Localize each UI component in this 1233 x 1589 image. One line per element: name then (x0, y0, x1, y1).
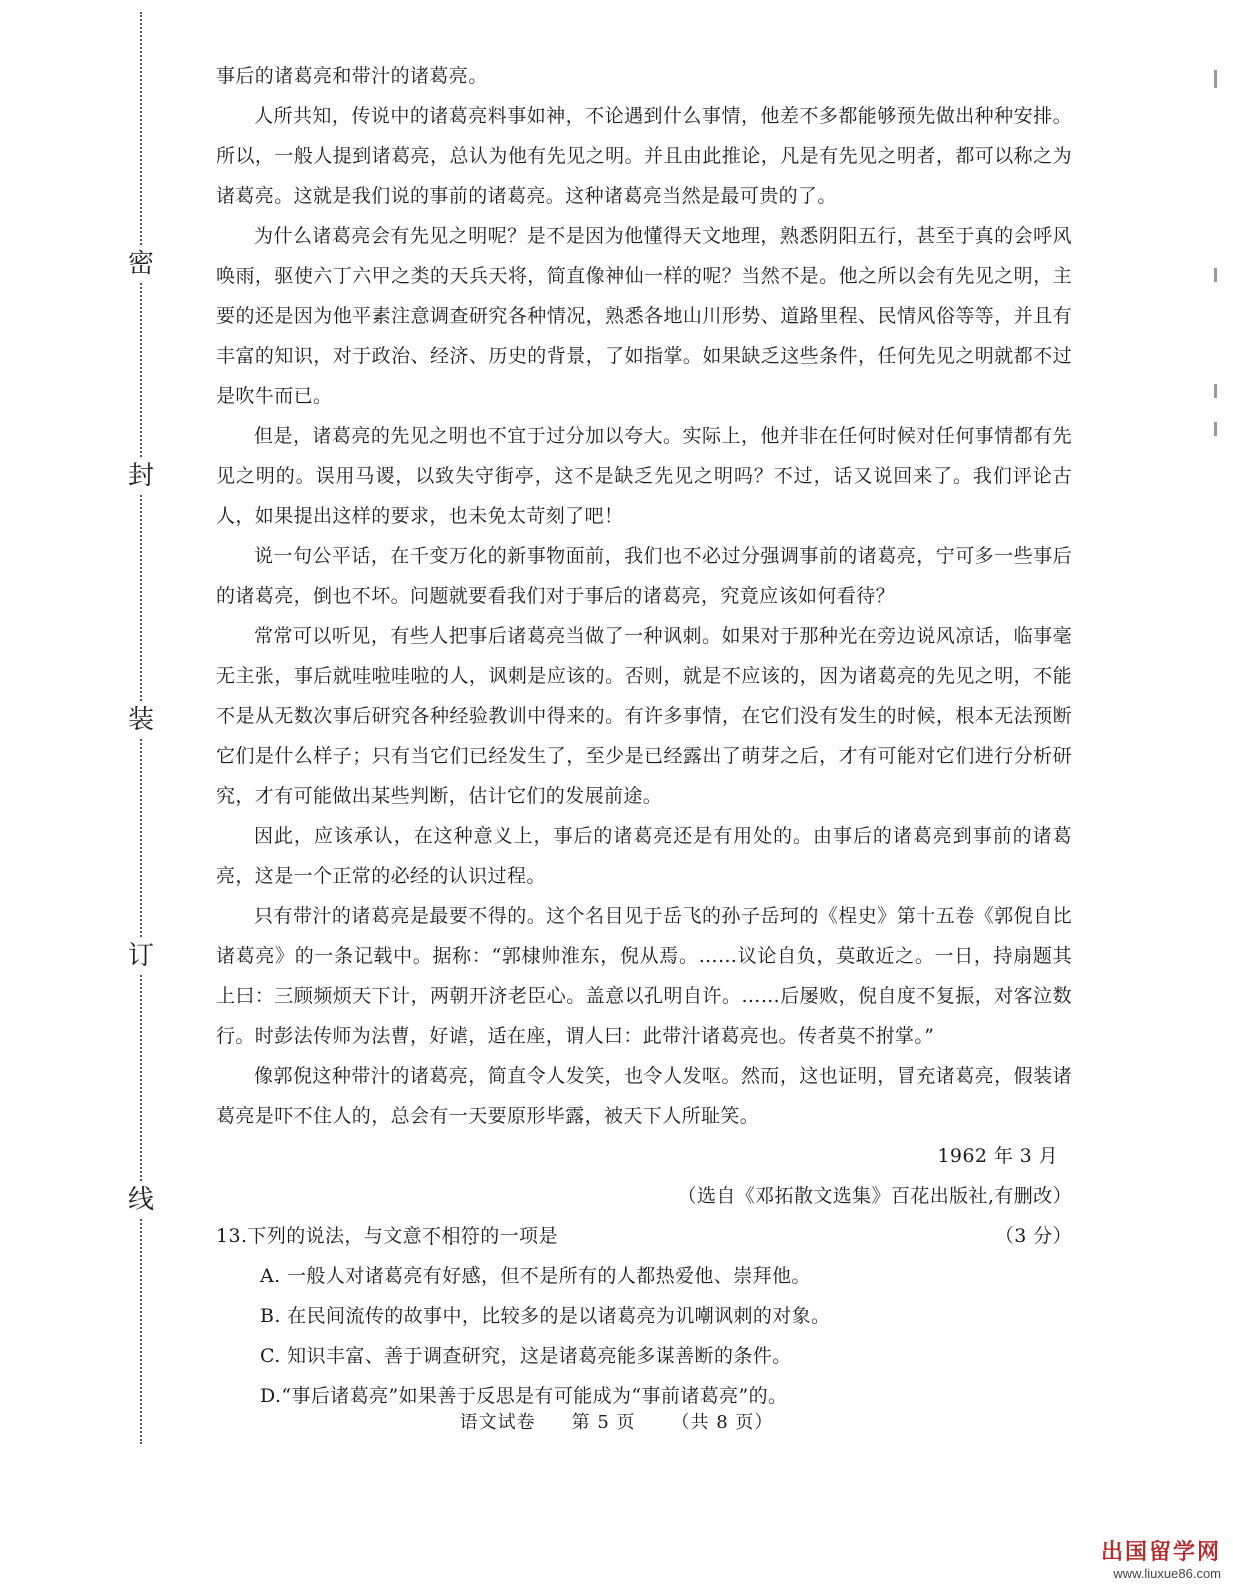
footer-total: （共 8 页） (671, 1412, 774, 1433)
passage-date: 1962 年 3 月 (937, 1145, 1058, 1167)
scan-edge-mark (1214, 384, 1217, 398)
passage-paragraph: 像郭倪这种带汁的诸葛亮，简直令人发笑，也令人发呕。然而，这也证明，冒充诸葛亮，假装诸葛亮是吓不住人的，总会有一天要原形毕露，被天下人所耻笑。 (216, 1065, 1072, 1127)
passage-source: （选自《邓拓散文选集》百花出版社,有删改） (677, 1185, 1072, 1207)
scan-edge-mark (1214, 268, 1217, 282)
binding-char-mi: 密 (123, 246, 159, 282)
question-score: （3 分） (994, 1225, 1072, 1247)
watermark-url: www.liuxue86.com (1113, 1566, 1221, 1581)
binding-char-ding: 订 (123, 938, 159, 974)
page-footer (0, 1408, 1233, 1434)
exam-content (216, 56, 1072, 1416)
footer-subject: 语文试卷 (459, 1412, 536, 1433)
passage-paragraph: 但是，诸葛亮的先见之明也不宜于过分加以夸大。实际上，他并非在任何时候对任何事情都有先见之明的。误用马谡，以致失守街亭，这不是缺乏先见之明吗？不过，话又说回来了。我们评论古人，如果提出这样的要求，也未免太苛刻了吧！ (216, 425, 1072, 527)
binding-char-zhuang: 装 (123, 702, 159, 738)
binding-char-feng: 封 (123, 458, 159, 494)
passage-paragraph: 为什么诸葛亮会有先见之明呢？是不是因为他懂得天文地理，熟悉阴阳五行，甚至于真的会呼风唤雨，驱使六丁六甲之类的天兵天将，简直像神仙一样的呢？当然不是。他之所以会有先见之明，主要的还是因为他平素注意调查研究各种情况，熟悉各地山川形势、道路里程、民情风俗等等，并且有丰富的知识，对于政治、经济、历史的背景，了如指掌。如果缺乏这些条件，任何先见之明就都不过是吹牛而已。 (216, 225, 1072, 407)
option-c: C. 知识丰富、善于调查研究，这是诸葛亮能多谋善断的条件。 (260, 1345, 792, 1367)
question-text (216, 1216, 558, 1256)
passage-paragraph: 只有带汁的诸葛亮是最要不得的。这个名目见于岳飞的孙子岳珂的《桯史》第十五卷《郭倪自比诸葛亮》的一条记载中。据称：“郭棣帅淮东，倪从焉。……议论自负，莫敢近之。一日，持扇题其上曰：三顾频烦天下计，两朝开济老臣心。盖意以孔明自许。……后屡败，倪自度不复振，对客泣数行。时彭法传师为法曹，好谑，适在座，谓人曰：此带汁诸葛亮也。传者莫不拊掌。” (216, 905, 1072, 1047)
question-stem-emphasis (422, 1225, 480, 1247)
passage-paragraph: 常常可以听见，有些人把事后诸葛亮当做了一种讽刺。如果对于那种光在旁边说风凉话，临事毫无主张，事后就哇啦哇啦的人，讽刺是应该的。否则，就是不应该的，因为诸葛亮的先见之明，不能不是从无数次事后研究各种经验教训中得来的。有许多事情，在它们没有发生的时候，根本无法预断它们是什么样子；只有当它们已经发生了，至少是已经露出了萌芽之后，才有可能对它们进行分析研究，才有可能做出某些判断，估计它们的发展前途。 (216, 625, 1072, 807)
passage-paragraph: 人所共知，传说中的诸葛亮料事如神，不论遇到什么事情，他差不多都能够预先做出种种安排。所以，一般人提到诸葛亮，总认为他有先见之明。并且由此推论，凡是有先见之明者，都可以称之为诸葛亮。这就是我们说的事前的诸葛亮。这种诸葛亮当然是最可贵的了。 (216, 105, 1072, 207)
emphasized-char: 符 (460, 1225, 481, 1247)
emphasized-char: 不 (422, 1225, 442, 1247)
question-stem-after: 的一项是 (480, 1225, 558, 1247)
question-13-stem (216, 1216, 1072, 1256)
passage-paragraph: 说一句公平话，在千变万化的新事物面前，我们也不必过分强调事前的诸葛亮，宁可多一些事后的诸葛亮，倒也不坏。问题就要看我们对于事后的诸葛亮，究竟应该如何看待？ (216, 545, 1072, 607)
scan-edge-mark (1214, 70, 1217, 88)
option-d: D.“事后诸葛亮”如果善于反思是有可能成为“事前诸葛亮”的。 (260, 1385, 788, 1407)
question-stem-before: 下列的说法，与文意 (247, 1225, 423, 1247)
emphasized-char: 相 (441, 1225, 461, 1247)
option-b: B. 在民间流传的故事中，比较多的是以诸葛亮为讥嘲讽刺的对象。 (260, 1305, 831, 1327)
site-watermark (1101, 1535, 1221, 1581)
option-a: A. 一般人对诸葛亮有好感，但不是所有的人都热爱他、崇拜他。 (260, 1265, 811, 1287)
question-number: 13. (216, 1225, 248, 1247)
watermark-name: 出国留学网 (1100, 1539, 1221, 1564)
scan-edge-mark (1214, 422, 1217, 436)
binding-char-xian: 线 (123, 1182, 159, 1218)
passage-paragraph: 事后的诸葛亮和带汁的诸葛亮。 (216, 65, 488, 87)
passage-paragraph: 因此，应该承认，在这种意义上，事后的诸葛亮还是有用处的。由事后的诸葛亮到事前的诸葛亮，这是一个正常的必经的认识过程。 (216, 825, 1072, 887)
footer-page: 第 5 页 (571, 1412, 636, 1433)
